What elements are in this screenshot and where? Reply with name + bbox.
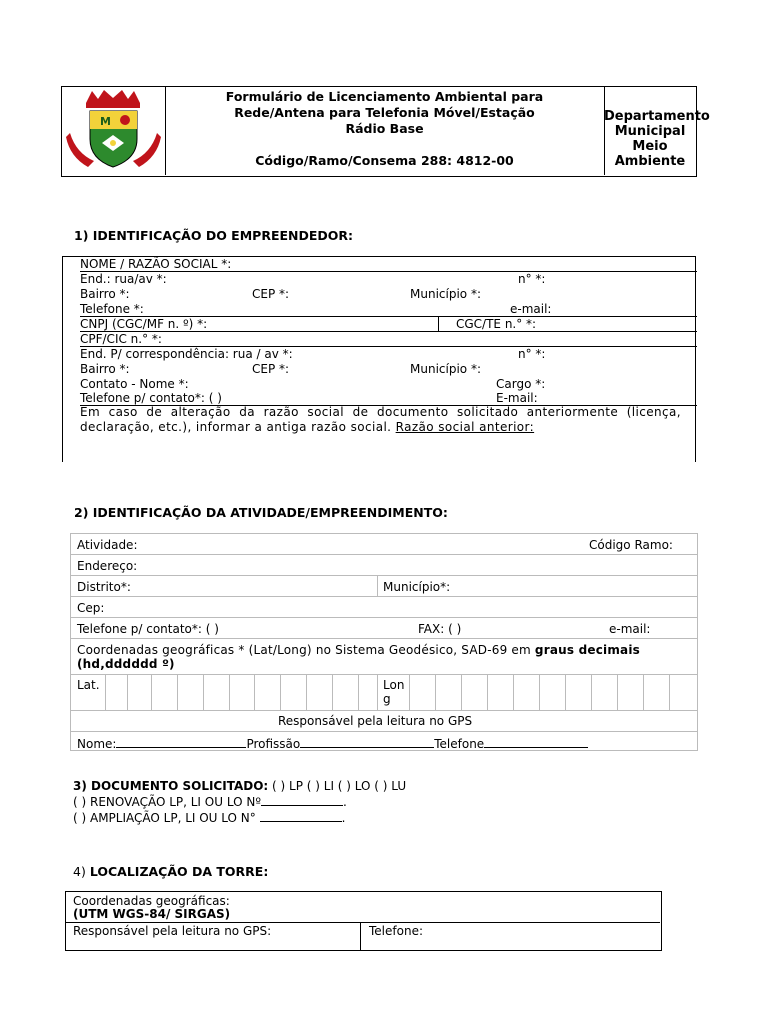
section4-number: 4) [73, 864, 86, 879]
field-cep2-label: CEP *: [252, 362, 290, 376]
torre-telefone-label[interactable]: Telefone: [369, 924, 423, 938]
svg-text:M: M [100, 115, 111, 128]
field-municipio2-label: Município *: [410, 362, 481, 376]
lat-label: Lat. [77, 678, 100, 692]
field-num-label: n° *: [518, 272, 546, 286]
coord-format: (hd,dddddd º) [77, 657, 175, 671]
field-num2-label: n° *: [518, 347, 546, 361]
department-line3: Ambiente [614, 154, 686, 169]
lat-digit-cell[interactable] [105, 675, 106, 710]
field-tel-contato-label: Telefone p/ contato*: ( ) [80, 391, 222, 405]
gps-telefone-label: Telefone [434, 737, 485, 751]
field-end-corr-row[interactable] [80, 347, 680, 362]
codigo-ramo-label[interactable]: Código Ramo: [589, 538, 673, 552]
field-tel-contato-row[interactable] [80, 391, 680, 406]
long-label [383, 678, 404, 706]
coord-bold: graus decimais [534, 643, 640, 657]
gps-responsavel-label: Responsável pela leitura no GPS [278, 714, 473, 728]
field-cnpj-label: CNPJ (CGC/MF n. º) *: [80, 317, 208, 331]
form-title-line3: Rádio Base [345, 121, 424, 136]
field-bairro-row[interactable] [80, 287, 680, 302]
field-telefone-row[interactable] [80, 302, 680, 317]
field-end-corr-label: End. P/ correspondência: rua / av *: [80, 347, 293, 361]
razao-social-anterior-label[interactable]: Razão social anterior: [395, 420, 535, 434]
section4-title: LOCALIZAÇÃO DA TORRE: [89, 864, 269, 879]
field-contato-row[interactable] [80, 377, 680, 392]
long-digit-cell[interactable] [617, 675, 618, 710]
gps-signature-row[interactable] [77, 735, 588, 751]
torre-coord-label[interactable]: Coordenadas geográficas: [73, 894, 230, 908]
renovacao-row[interactable]: ( ) RENOVAÇÃO LP, LI OU LO Nº . [73, 795, 347, 809]
lat-digit-cell[interactable] [151, 675, 152, 710]
municipio2-label[interactable]: Município*: [383, 580, 451, 594]
lat-digit-cell[interactable] [358, 675, 359, 710]
long-label-part1: Lon [383, 678, 405, 692]
section4-title-row [73, 864, 268, 879]
municipal-coat-of-arms-icon [62, 87, 165, 175]
field-bairro2-label: Bairro *: [80, 362, 130, 376]
long-digit-cell[interactable] [487, 675, 488, 710]
endereco-label[interactable]: Endereço: [77, 559, 138, 573]
long-digit-cell[interactable] [539, 675, 540, 710]
form-header [61, 86, 710, 177]
form-title-cell [165, 87, 605, 175]
lat-digit-cell[interactable] [332, 675, 333, 710]
section1-box [62, 256, 696, 462]
renovacao-label: ( ) RENOVAÇÃO LP, LI OU LO Nº [73, 795, 261, 809]
lat-digit-cell[interactable] [229, 675, 230, 710]
long-digit-cell[interactable] [435, 675, 436, 710]
fax-label[interactable]: FAX: ( ) [418, 622, 462, 636]
razao-social-note-text: Em caso de alteração da razão social de documento solicitado anteriormente (licença, declaração, etc.), informar a antiga razão social. [80, 405, 681, 434]
long-digit-cell[interactable] [669, 675, 670, 710]
field-email2-label: E-mail: [496, 391, 538, 405]
razao-social-note [80, 405, 681, 435]
telefone2-label[interactable]: Telefone p/ contato*: ( ) [77, 622, 219, 636]
document-options-row[interactable] [73, 779, 406, 793]
form-title-line1: Formulário de Licenciamento Ambiental para [225, 89, 544, 104]
section4-box [65, 891, 662, 951]
long-digit-cell[interactable] [643, 675, 644, 710]
ampliacao-row[interactable]: ( ) AMPLIAÇÃO LP, LI OU LO N° . [73, 811, 346, 825]
department-line2: Municipal Meio [614, 124, 686, 154]
long-digit-cell[interactable] [513, 675, 514, 710]
gps-profissao-label: Profissão [246, 737, 301, 751]
document-options[interactable]: ( ) LP ( ) LI ( ) LO ( ) LU [272, 779, 407, 793]
field-end-row[interactable] [80, 272, 680, 287]
field-email-label: e-mail: [510, 302, 552, 316]
long-digit-cell[interactable] [409, 675, 410, 710]
atividade-label[interactable]: Atividade: [77, 538, 138, 552]
cep2-label[interactable]: Cep: [77, 601, 105, 615]
gps-nome-label: Nome: [77, 737, 117, 751]
long-label-part2: g [383, 692, 391, 706]
long-digit-cell[interactable] [565, 675, 566, 710]
lat-digit-cell[interactable] [254, 675, 255, 710]
field-cep-label: CEP *: [252, 287, 290, 301]
lat-digit-cell[interactable] [127, 675, 128, 710]
distrito-label[interactable]: Distrito*: [77, 580, 131, 594]
section2-title: 2) IDENTIFICAÇÃO DA ATIVIDADE/EMPREENDIMENTO: [74, 505, 448, 520]
field-cgcte-label: CGC/TE n.° *: [456, 317, 537, 331]
logo-cell [62, 87, 166, 175]
section3-block [73, 779, 406, 825]
field-bairro-label: Bairro *: [80, 287, 130, 301]
lat-digit-cell[interactable] [177, 675, 178, 710]
department-cell [604, 87, 710, 175]
section2-box [70, 533, 698, 751]
field-cargo-label: Cargo *: [496, 377, 546, 391]
department-line1: Departamento [604, 109, 710, 124]
section3-title: 3) DOCUMENTO SOLICITADO: [73, 779, 269, 793]
field-municipio-label: Município *: [410, 287, 481, 301]
coord-instructions [77, 643, 695, 671]
field-cpf[interactable]: CPF/CIC n.° *: [80, 332, 162, 346]
field-nome[interactable]: NOME / RAZÃO SOCIAL *: [80, 257, 232, 271]
section1-title: 1) IDENTIFICAÇÃO DO EMPREENDEDOR: [74, 228, 354, 243]
lat-digit-cell[interactable] [280, 675, 281, 710]
field-cnpj-row[interactable] [80, 317, 680, 332]
lat-digit-cell[interactable] [377, 675, 378, 710]
field-end-label: End.: rua/av *: [80, 272, 167, 286]
form-code: Código/Ramo/Consema 288: 4812-00 [255, 153, 514, 168]
torre-responsavel-label[interactable]: Responsável pela leitura no GPS: [73, 924, 272, 938]
torre-utm-label: (UTM WGS-84/ SIRGAS) [73, 907, 231, 921]
form-title-line2: Rede/Antena para Telefonia Móvel/Estação [234, 105, 535, 120]
lat-digit-cell[interactable] [203, 675, 204, 710]
long-digit-cell[interactable] [461, 675, 462, 710]
coord-text: Coordenadas geográficas * (Lat/Long) no Sistema Geodésico, SAD-69 em [77, 643, 531, 657]
field-bairro2-row[interactable] [80, 362, 680, 377]
field-telefone-label: Telefone *: [80, 302, 144, 316]
email3-label[interactable]: e-mail: [609, 622, 651, 636]
field-contato-label: Contato - Nome *: [80, 377, 189, 391]
lat-digit-cell[interactable] [306, 675, 307, 710]
long-digit-cell[interactable] [591, 675, 592, 710]
ampliacao-label: ( ) AMPLIAÇÃO LP, LI OU LO N° [73, 811, 256, 825]
